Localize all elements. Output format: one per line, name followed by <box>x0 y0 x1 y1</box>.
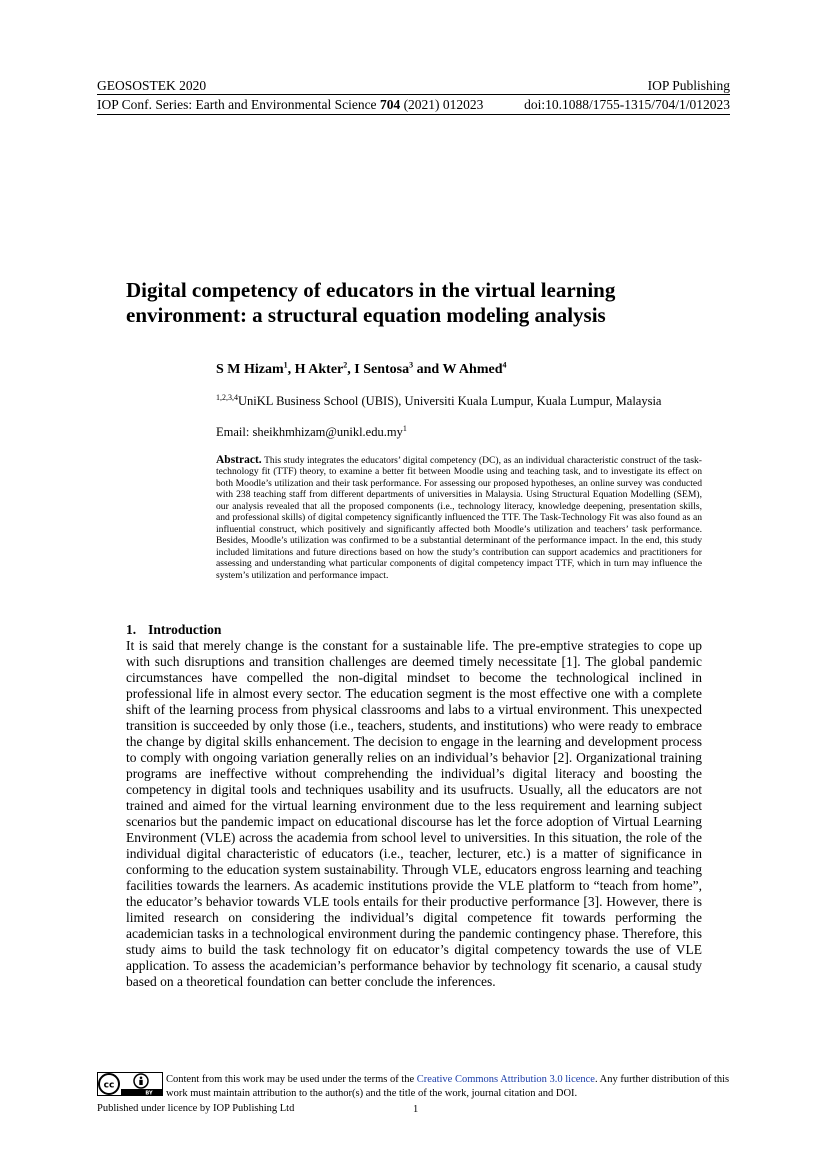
journal-citation: IOP Conf. Series: Earth and Environmental Science 704 (2021) 012023 <box>97 97 484 112</box>
abstract <box>216 455 702 581</box>
publisher-name: IOP Publishing <box>647 78 730 93</box>
doi: doi:10.1088/1755-1315/704/1/012023 <box>524 97 730 112</box>
publisher-notice: Published under licence by IOP Publishing Ltd <box>97 1103 295 1114</box>
abstract-label: Abstract. <box>216 454 262 466</box>
svg-text:BY: BY <box>145 1090 153 1096</box>
author-name: I Sentosa <box>354 362 410 377</box>
conference-name: GEOSOSTEK 2020 <box>97 78 207 93</box>
section-number: 1. <box>126 622 137 637</box>
paper-title: Digital competency of educators in the virtual learning environment: a structural equation modeling analysis <box>126 278 616 327</box>
header-rule-top <box>97 94 730 95</box>
author-name: S M Hizam <box>216 362 284 377</box>
volume-number: 704 <box>379 97 401 112</box>
creative-commons-licence-link[interactable]: Creative Commons Attribution 3.0 licence <box>416 1074 595 1085</box>
author-name: H Akter <box>294 362 344 377</box>
section-heading-introduction <box>126 622 221 638</box>
author-list: S M Hizam$^1$, H Akter$^2$, I Sentosa$^3$ and W Ahmed$^4$ <box>216 360 507 377</box>
author-name: W Ahmed <box>442 362 503 377</box>
license-notice: Content from this work may be used under the terms of the Creative Commons Attribution 3.0 licence. Any further distribution of this work must maintain attribution to the author(s) and the title of the work, journal citation and DOI. <box>166 1074 730 1099</box>
header-rule-bottom <box>97 114 730 115</box>
svg-text:cc: cc <box>103 1080 115 1091</box>
abstract-text: This study integrates the educators’ digital competency (DC), as an individual characteristic construct of the task-technology fit (TTF) theory, to examine a better fit between Moodle using and teaching task, and to investigate its effect on both Moodle’s utilization and their task performance. For assessing our proposed hypotheses, an online survey was conducted with 238 teaching staff from different departments of universities in Malaysia. Using Structural Equation Modelling (SEM), our analysis revealed that all the proposed components (i.e., technology literacy, knowledge deepening, presentation skills, and professional skills) of digital competency significantly influenced the TTF. The Task-Technology Fit was also found as an influential construct, which positively and significantly affected both Moodle’s utilization and teachers’ task performance. Besides, Moodle’s utilization was confirmed to be a substantial determinant of the performance impact. In the end, this study included limitations and future directions based on how the study’s contribution can support academics and practitioners for assessing and understanding what particular components of digital competency impact TTF, which in turn may influence the system’s utilization and performance impact. <box>216 455 702 581</box>
email-address: Email: $sheikhmhizam@unikl.edu.my^1$ <box>216 423 407 439</box>
creative-commons-by-badge <box>97 1072 163 1096</box>
section-title: Introduction <box>148 622 222 637</box>
page-number: 1 <box>413 1104 419 1115</box>
affiliation: $^{1,2,3,4}$UniKL Business School (UBIS), Universiti Kuala Lumpur, Kuala Lumpur, Malaysia <box>216 392 662 408</box>
introduction-paragraph: It is said that merely change is the constant for a sustainable life. The pre-emptive strategies to cope up with such disruptions and transition challenges are deemed timely necessitate [1]. The global pandemic circumstances have compelled the non-digital mindset to become the technological inclined in professional life in almost every sector. The education segment is the most effective one with a complete shift of the learning process from physical classrooms and labs to a virtual environment. This unexpected transition is succeeded by only those (i.e., teachers, students, and institutions) who were ready to embrace the change by digital skills enhancement. The decision to engage in the learning and development process to comply with ongoing variation generally relies on an individual’s behavior [2]. Organizational training programs are ineffective without comprehending the individual’s digital literacy and boosting the competency in digital tools and techniques usability and its usufructs. Usually, all the educators are not trained and aimed for the virtual learning environment due to the less requirement and learning subject scenarios but the pandemic impact on educational discourse has let the force adoption of Virtual Learning Environment (VLE) across the academia from school level to universities. In this situation, the role of the individual digital characteristic of educators (i.e., teacher, lecturer, etc.) is a matter of significance in conforming to the education system sustainability. Through VLE, educators engross learning and teaching facilities towards the learners. As academic institutions provide the VLE platform to “teach from home”, the educator’s behavior towards VLE tools entails for their productive performance [3]. However, there is limited research on considering the individual’s digital competence fit towards performing the academician tasks in a technological environment during the pandemic contingency phase. Therefore, this study aims to build the task technology fit on educator’s digital competency towards the use of VLE application. To assess the academician’s performance behavior by technology fit scenario, a causal study based on a theoretical foundation can better conclude the inferences. <box>126 638 702 989</box>
